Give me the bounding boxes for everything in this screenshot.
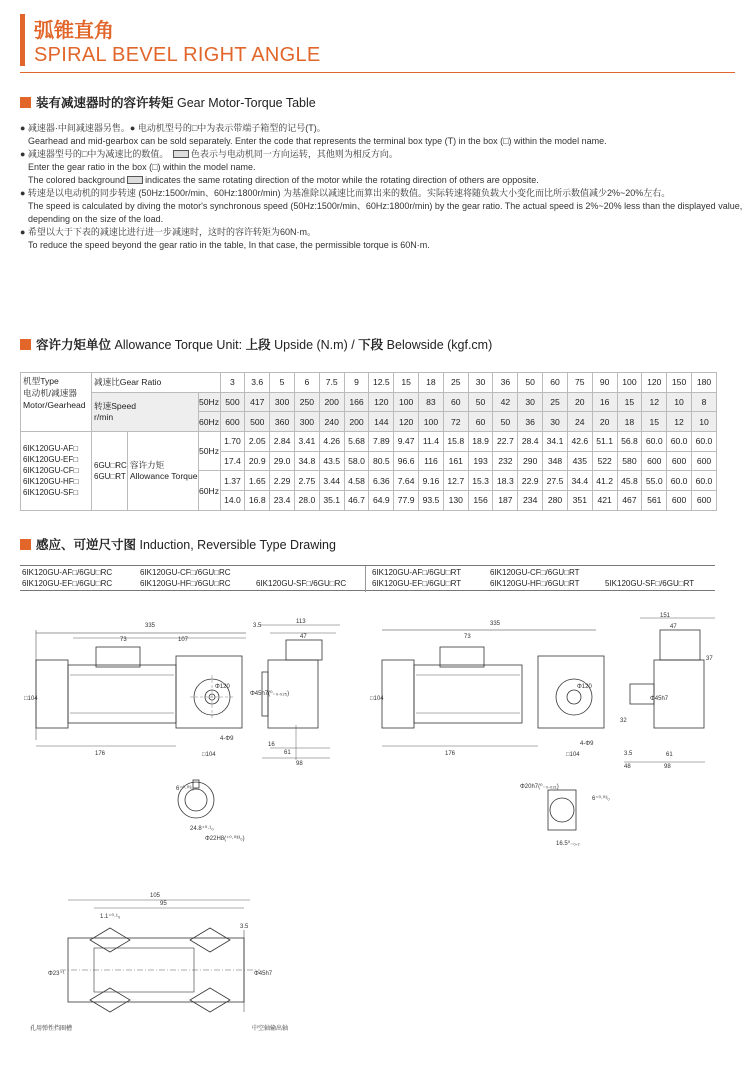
- note-line: Gearhead and mid-gearbox can be sold separately. Enter the code that represents the terminal box type (T) in the box (□) within the model name.: [28, 136, 607, 146]
- model-label: 6IK120GU-EF□/6GU□RC: [22, 579, 113, 588]
- table-cell: 83: [419, 392, 444, 412]
- model-label: 6IK120GU-CF□/6GU□RC: [140, 568, 231, 577]
- note-line: ● 转速是以电动机的同步转速 (50Hz:1500r/min、60Hz:1800r/min) 为基准除以减速比而算出来的数值。实际转速将随负载大小变化而比所示数值减少2%~20%左右。: [20, 188, 671, 198]
- table-cell: 1.65: [245, 471, 270, 491]
- table-cell: 600: [691, 491, 716, 511]
- table-cell: 100: [419, 412, 444, 432]
- dim-label: 3.5: [240, 924, 249, 930]
- note-line: Enter the gear ratio in the box (□) within the model name.: [28, 162, 256, 172]
- table-cell: 7.64: [394, 471, 419, 491]
- table-cell: 90: [592, 373, 617, 393]
- table-cell: 60.0: [642, 432, 667, 452]
- hz50-label: 50Hz: [198, 392, 220, 412]
- table-cell: 64.9: [369, 491, 394, 511]
- model-label: 5IK120GU-SF□/6GU□RT: [605, 579, 695, 588]
- table-cell: 600: [642, 451, 667, 471]
- note-line: depending on the size of the load.: [28, 214, 164, 224]
- table-cell: 60: [468, 412, 493, 432]
- dim-label: Φ45h7(⁰₋₀.₀₂₅): [250, 691, 290, 697]
- table-cell: 42.6: [567, 432, 592, 452]
- table-cell: 348: [543, 451, 568, 471]
- table-cell: 28.0: [294, 491, 319, 511]
- table-cell: 3: [220, 373, 245, 393]
- table-cell: 25: [443, 373, 468, 393]
- table-cell: 12.7: [443, 471, 468, 491]
- table-cell: 60.0: [691, 432, 716, 452]
- dim-label: 4-Φ9: [580, 741, 594, 747]
- table-cell: 28.4: [518, 432, 543, 452]
- model-type-header: 机型Type 电动机/减速器 Motor/Gearhead: [21, 373, 92, 432]
- dim-label: 113: [296, 619, 306, 625]
- table-cell: 34.1: [543, 432, 568, 452]
- table-cell: 60.0: [667, 432, 692, 452]
- dim-label: □104: [370, 696, 384, 702]
- table-cell: 12.5: [369, 373, 394, 393]
- table-cell: 2.75: [294, 471, 319, 491]
- note-label: 孔用弹性挡圈槽: [30, 1026, 73, 1032]
- ratio-label: 减速比Gear Ratio: [92, 373, 221, 393]
- dim-label: 37: [706, 656, 713, 662]
- table-cell: 18.9: [468, 432, 493, 452]
- table-cell: 6.36: [369, 471, 394, 491]
- table-cell: 43.5: [319, 451, 344, 471]
- dim-label: 61: [284, 750, 291, 756]
- model-label: 6IK120GU-HF□/6GU□RC: [140, 579, 231, 588]
- table-cell: 77.9: [394, 491, 419, 511]
- dim-label: Φ45h7: [650, 696, 669, 702]
- gearhead-models-cell: 6GU□RC 6GU□RT: [92, 432, 128, 511]
- dim-label: 73: [464, 634, 471, 640]
- dim-label: 61: [666, 752, 673, 758]
- title-cn: 弧锥直角: [34, 20, 114, 42]
- dim-label: Φ120: [577, 684, 592, 690]
- dim-label: Φ45h7: [254, 971, 273, 977]
- section-drawing-heading: 感应、可逆尺寸图 Induction, Reversible Type Drawing: [20, 535, 336, 553]
- note-line: ● 减速器·中间减速器另售。● 电动机型号的□中为表示带端子箱型的记号(T)。: [20, 123, 326, 133]
- model-label: 6IK120GU-AF□/6GU□RC: [22, 568, 113, 577]
- table-cell: 240: [319, 412, 344, 432]
- table-cell: 200: [344, 412, 369, 432]
- rt-shaft-detail: [548, 790, 576, 830]
- torque60-nm-row: 60Hz 1.37 1.65 2.29 2.75 3.44 4.58 6.36 7.64 9.16 12.7 15.3 18.3 22.9 27.5 34.4 41.2 45.8 55.0 60.0 60.0: [21, 471, 717, 491]
- allowance-torque-label: 容许力矩 Allowance Torque: [127, 432, 198, 511]
- table-cell: 30: [518, 392, 543, 412]
- table-cell: 15.3: [468, 471, 493, 491]
- table-cell: 60.0: [691, 471, 716, 491]
- table-cell: 12: [667, 412, 692, 432]
- dim-label: 176: [95, 751, 106, 757]
- table-cell: 18: [617, 412, 642, 432]
- table-cell: 17.4: [220, 451, 245, 471]
- note-line: The speed is calculated by diving the motor's synchronous speed (50Hz:1500r/min、60Hz:1800r/min) by the gear ratio. The actual speed is 2%~20% less than the displayed value,: [28, 201, 743, 211]
- model-label: 6IK120GU-HF□/6GU□RT: [490, 579, 580, 588]
- table-cell: 421: [592, 491, 617, 511]
- table-cell: 51.1: [592, 432, 617, 452]
- table-cell: 417: [245, 392, 270, 412]
- table-cell: 45.8: [617, 471, 642, 491]
- table-cell: 7.89: [369, 432, 394, 452]
- dim-label: 24.8⁺⁰·¹₀: [190, 826, 214, 832]
- dim-label: 335: [145, 623, 156, 629]
- table-cell: 600: [220, 412, 245, 432]
- rt-motor-side-view: [382, 630, 604, 746]
- rt-end-view: [624, 618, 715, 762]
- dim-label: □104: [566, 752, 580, 758]
- table-cell: 500: [220, 392, 245, 412]
- table-cell: 193: [468, 451, 493, 471]
- table-cell: 22.9: [518, 471, 543, 491]
- table-cell: 8: [691, 392, 716, 412]
- table-cell: 5.68: [344, 432, 369, 452]
- note-label: 中空轴输出轴: [252, 1026, 289, 1032]
- section-title-cn: 装有减速器时的容许转矩: [36, 96, 174, 110]
- table-cell: 11.4: [419, 432, 444, 452]
- table-cell: 16.8: [245, 491, 270, 511]
- table-cell: 161: [443, 451, 468, 471]
- table-cell: 10: [667, 392, 692, 412]
- table-cell: 15: [394, 373, 419, 393]
- dim-label: □104: [202, 752, 216, 758]
- table-cell: 156: [468, 491, 493, 511]
- table-cell: 120: [369, 392, 394, 412]
- table-cell: 166: [344, 392, 369, 412]
- speed-label: 转速Speed r/min: [92, 392, 199, 431]
- table-cell: 16: [592, 392, 617, 412]
- table-cell: 93.5: [419, 491, 444, 511]
- table-cell: 27.5: [543, 471, 568, 491]
- dim-label: 32: [620, 718, 627, 724]
- dim-label: 6⁺⁰·⁰³₀: [176, 786, 194, 792]
- table-cell: 351: [567, 491, 592, 511]
- table-cell: 20: [592, 412, 617, 432]
- dim-label: 1.1⁺⁰·¹₀: [100, 914, 121, 920]
- table-cell: 55.0: [642, 471, 667, 491]
- table-cell: 3.44: [319, 471, 344, 491]
- table-cell: 20.9: [245, 451, 270, 471]
- table-cell: 9.16: [419, 471, 444, 491]
- table-cell: 435: [567, 451, 592, 471]
- table-cell: 30: [468, 373, 493, 393]
- table-cell: 60: [543, 373, 568, 393]
- dim-label: 16.5⁰₋₀.₂: [556, 841, 580, 847]
- table-cell: 29.0: [270, 451, 295, 471]
- table-cell: 116: [419, 451, 444, 471]
- table-cell: 180: [691, 373, 716, 393]
- table-cell: 72: [443, 412, 468, 432]
- table-cell: 1.70: [220, 432, 245, 452]
- table-cell: 2.84: [270, 432, 295, 452]
- table-cell: 250: [294, 392, 319, 412]
- note-line: To reduce the speed beyond the gear ratio in the table, In that case, the permissible torque is 60N·m.: [28, 240, 430, 250]
- table-cell: 75: [567, 373, 592, 393]
- dim-label: 47: [670, 624, 677, 630]
- table-cell: 36: [493, 373, 518, 393]
- table-cell: 42: [493, 392, 518, 412]
- table-cell: 120: [642, 373, 667, 393]
- table-cell: 522: [592, 451, 617, 471]
- dim-label: 151: [660, 613, 671, 619]
- table-cell: 14.0: [220, 491, 245, 511]
- table-cell: 60.0: [667, 471, 692, 491]
- table-cell: 18: [419, 373, 444, 393]
- table-cell: 2.29: [270, 471, 295, 491]
- table-cell: 24: [567, 412, 592, 432]
- table-cell: 18.3: [493, 471, 518, 491]
- table-cell: 15.8: [443, 432, 468, 452]
- dim-label: 48: [624, 764, 631, 770]
- dim-label: 47: [300, 634, 307, 640]
- dim-label: 3.5: [624, 751, 633, 757]
- table-cell: 600: [667, 451, 692, 471]
- table-cell: 10: [691, 412, 716, 432]
- table-cell: 187: [493, 491, 518, 511]
- dim-label: 95: [160, 901, 167, 907]
- table-cell: 58.0: [344, 451, 369, 471]
- note-line: ● 希望以大于下表的减速比进行进一步减速时，这时的容许转矩为60N·m。: [20, 227, 316, 237]
- table-cell: 15: [617, 392, 642, 412]
- table-cell: 50: [493, 412, 518, 432]
- table-cell: 9: [344, 373, 369, 393]
- table-cell: 56.8: [617, 432, 642, 452]
- table-cell: 360: [270, 412, 295, 432]
- dim-label: 98: [296, 761, 303, 767]
- table-cell: 30: [543, 412, 568, 432]
- table-cell: 100: [617, 373, 642, 393]
- table-cell: 3.41: [294, 432, 319, 452]
- table-cell: 25: [543, 392, 568, 412]
- table-cell: 60: [443, 392, 468, 412]
- torque50-nm-row: 6IK120GU-AF□ 6IK120GU-EF□ 6IK120GU-CF□ 6IK120GU-HF□ 6IK120GU-SF□ 6GU□RC 6GU□RT 容许力矩 Allowance Torque 50Hz 1.70 2.05 2.84 3.41 4.26 5.68 7.89 9.47 11.4 15.8 18.9 22.7 28.4 34.1 42.6 51.1 56.8 60.0 60.0 60.0: [21, 432, 717, 452]
- dim-label: 4-Φ9: [220, 736, 234, 742]
- motor-models-cell: 6IK120GU-AF□ 6IK120GU-EF□ 6IK120GU-CF□ 6IK120GU-HF□ 6IK120GU-SF□: [21, 432, 92, 511]
- dim-label: 335: [490, 621, 501, 627]
- hollow-shaft-cross-section: [60, 900, 260, 1012]
- table-cell: 23.4: [270, 491, 295, 511]
- table-cell: 3.6: [245, 373, 270, 393]
- table-cell: 280: [543, 491, 568, 511]
- table-cell: 9.47: [394, 432, 419, 452]
- table-cell: 50: [518, 373, 543, 393]
- table-cell: 500: [245, 412, 270, 432]
- table-cell: 36: [518, 412, 543, 432]
- dim-label: □104: [24, 696, 38, 702]
- table-cell: 34.4: [567, 471, 592, 491]
- dim-label: 105: [150, 893, 161, 899]
- table-cell: 41.2: [592, 471, 617, 491]
- model-label: 6IK120GU-SF□/6GU□RC: [256, 579, 347, 588]
- table-cell: 467: [617, 491, 642, 511]
- table-cell: 144: [369, 412, 394, 432]
- note-line: ● 减速器型号的□中为减速比的数值。 色表示与电动机同一方向运转，其他则为相反方向。: [20, 149, 398, 159]
- dim-label: 73: [120, 637, 127, 643]
- table-cell: 200: [319, 392, 344, 412]
- table-cell: 300: [294, 412, 319, 432]
- table-cell: 580: [617, 451, 642, 471]
- dim-label: Φ20h7(⁰₋₀.₀₂₁): [520, 784, 559, 790]
- table-cell: 232: [493, 451, 518, 471]
- table-cell: 120: [394, 412, 419, 432]
- table-cell: 600: [667, 491, 692, 511]
- table-cell: 150: [667, 373, 692, 393]
- dim-label: Φ22H8(⁺⁰·⁰³³₀): [205, 836, 245, 842]
- table-cell: 2.05: [245, 432, 270, 452]
- table-cell: 46.7: [344, 491, 369, 511]
- model-label: 6IK120GU-CF□/6GU□RT: [490, 568, 580, 577]
- table-cell: 7.5: [319, 373, 344, 393]
- table-cell: 34.8: [294, 451, 319, 471]
- dim-label: 3.5: [253, 623, 262, 629]
- table-cell: 234: [518, 491, 543, 511]
- dim-label: 107: [178, 637, 189, 643]
- table-cell: 6: [294, 373, 319, 393]
- table-cell: 20: [567, 392, 592, 412]
- hz60-label: 60Hz: [198, 412, 220, 432]
- table-cell: 290: [518, 451, 543, 471]
- dim-label: 16: [268, 742, 275, 748]
- dim-label: Φ23⁺¹: [48, 971, 65, 977]
- table-cell: 80.5: [369, 451, 394, 471]
- table-cell: 22.7: [493, 432, 518, 452]
- dim-label: 6⁺⁰·⁰³₀: [592, 796, 610, 802]
- dim-label: 176: [445, 751, 456, 757]
- table-cell: 100: [394, 392, 419, 412]
- table-cell: 300: [270, 392, 295, 412]
- section-allowance-heading: 容许力矩单位 Allowance Torque Unit: 上段 Upside (N.m) / 下段 Belowside (kgf.cm): [20, 335, 492, 353]
- table-cell: 12: [642, 392, 667, 412]
- table-cell: 1.37: [220, 471, 245, 491]
- table-cell: 561: [642, 491, 667, 511]
- section-title-en: Gear Motor-Torque Table: [177, 96, 316, 110]
- title-en: SPIRAL BEVEL RIGHT ANGLE: [34, 44, 321, 66]
- dim-label: Φ120: [215, 684, 230, 690]
- table-cell: 5: [270, 373, 295, 393]
- table-cell: 50: [468, 392, 493, 412]
- table-cell: 4.26: [319, 432, 344, 452]
- note-line: The colored background indicates the same rotating direction of the motor while the rotating direction of others are opposite.: [28, 175, 539, 185]
- table-cell: 4.58: [344, 471, 369, 491]
- dim-label: 98: [664, 764, 671, 770]
- table-cell: 96.6: [394, 451, 419, 471]
- dimension-labels: [24, 613, 713, 1032]
- model-label: 6IK120GU-EF□/6GU□RT: [372, 579, 462, 588]
- table-cell: 130: [443, 491, 468, 511]
- table-cell: 600: [691, 451, 716, 471]
- table-cell: 15: [642, 412, 667, 432]
- model-label: 6IK120GU-AF□/6GU□RT: [372, 568, 462, 577]
- table-cell: 35.1: [319, 491, 344, 511]
